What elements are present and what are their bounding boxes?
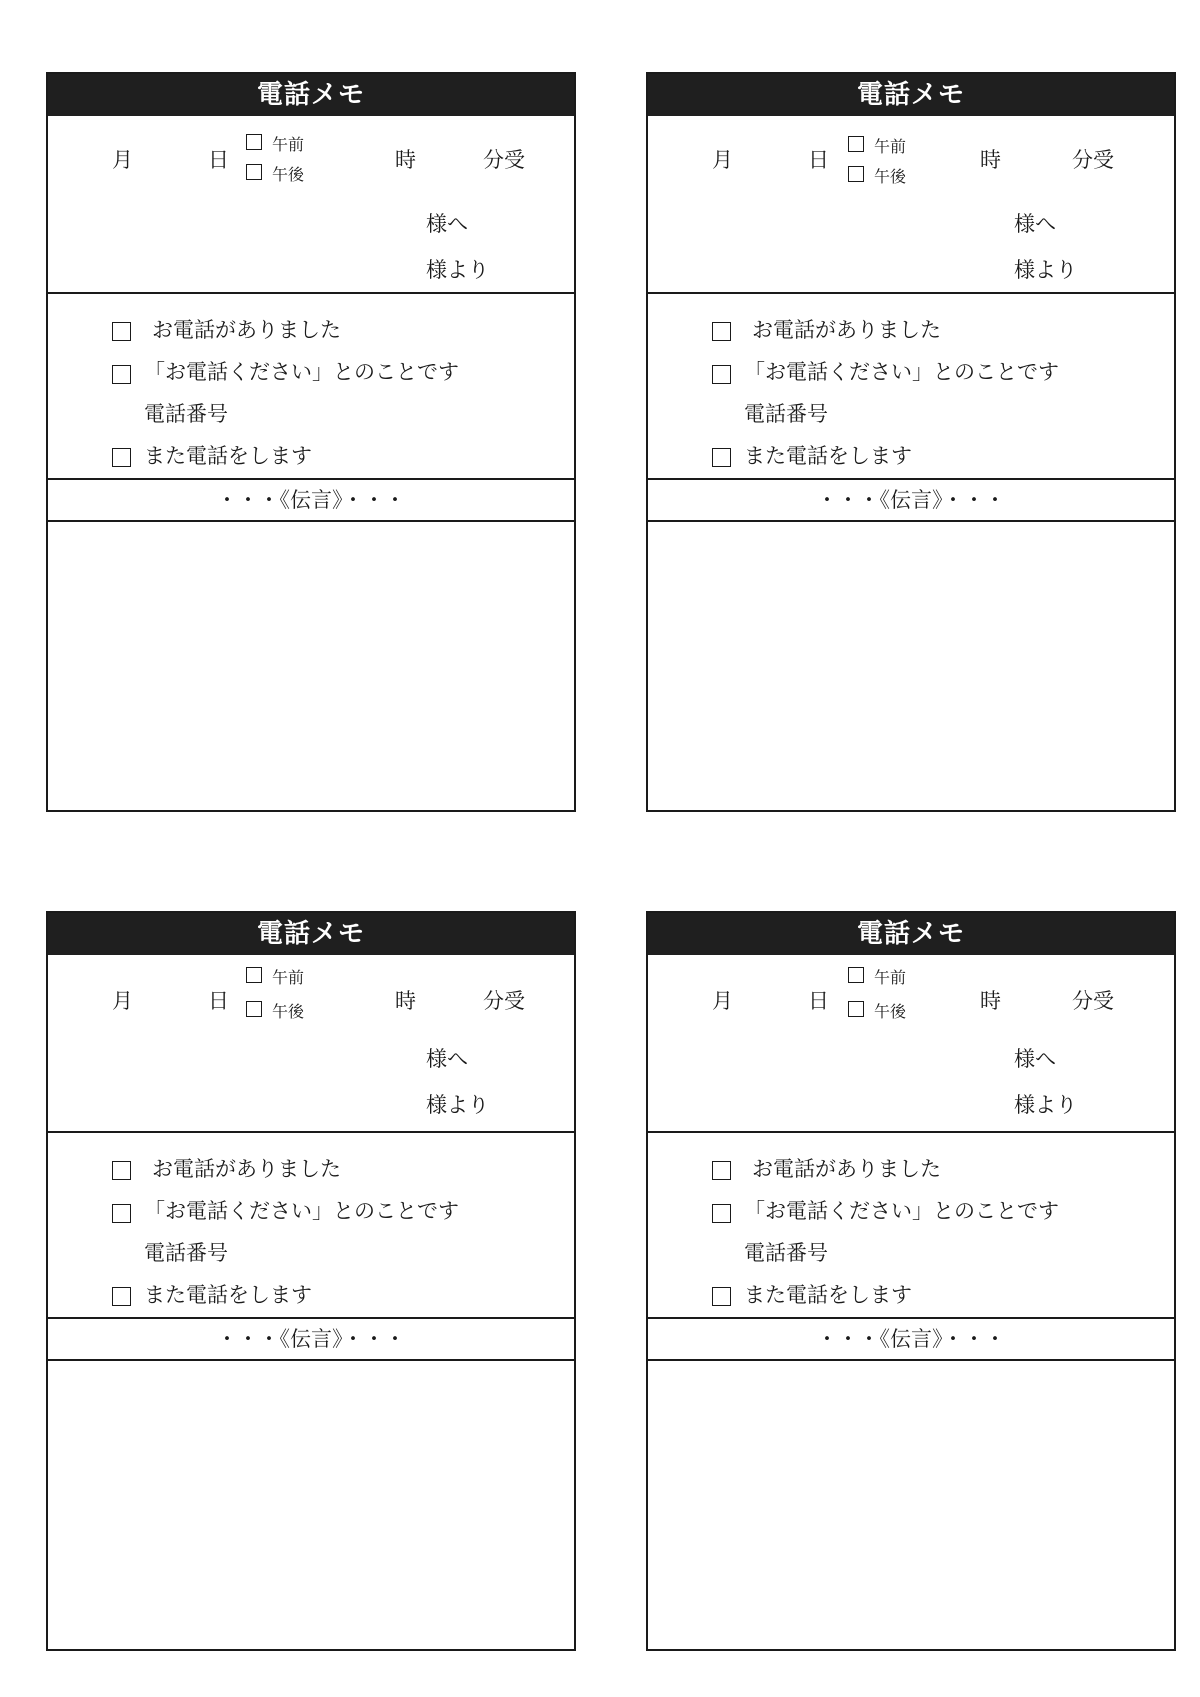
- am-label: 午前: [874, 137, 907, 156]
- month-label: 月: [712, 148, 733, 172]
- message-header: ・・・《伝言》・・・: [48, 480, 574, 522]
- pm-label: 午後: [272, 165, 305, 184]
- card-title: 電話メモ: [648, 74, 1174, 116]
- month-label: 月: [112, 989, 133, 1013]
- datetime-section: [48, 955, 574, 1133]
- to-label: 様へ: [1014, 212, 1056, 236]
- hour-label: 時: [980, 989, 1001, 1013]
- am-checkbox[interactable]: [848, 136, 864, 152]
- callback-checkbox[interactable]: [712, 365, 731, 384]
- card-title: 電話メモ: [48, 913, 574, 955]
- called-checkbox[interactable]: [112, 322, 131, 341]
- am-label: 午前: [874, 968, 907, 987]
- message-area[interactable]: [48, 522, 574, 812]
- pm-checkbox[interactable]: [848, 166, 864, 182]
- phone-number-label: 電話番号: [744, 1241, 828, 1265]
- pm-label: 午後: [874, 167, 907, 186]
- day-label: 日: [208, 989, 229, 1013]
- callback-label: 「お電話ください」とのことです: [144, 360, 459, 384]
- message-header: ・・・《伝言》・・・: [648, 480, 1174, 522]
- options-section: [48, 294, 574, 480]
- callback-checkbox[interactable]: [112, 1204, 131, 1223]
- will-call-label: また電話をします: [744, 444, 912, 468]
- minute-received-label: 分受: [483, 148, 525, 172]
- phone-memo-card: [646, 72, 1176, 812]
- month-label: 月: [112, 148, 133, 172]
- month-label: 月: [712, 989, 733, 1013]
- phone-memo-card: [46, 911, 576, 1651]
- callback-label: 「お電話ください」とのことです: [144, 1199, 459, 1223]
- will-call-label: また電話をします: [744, 1283, 912, 1307]
- pm-label: 午後: [874, 1002, 907, 1021]
- pm-checkbox[interactable]: [246, 1001, 262, 1017]
- pm-label: 午後: [272, 1002, 305, 1021]
- phone-number-label: 電話番号: [144, 402, 228, 426]
- called-label: お電話がありました: [752, 1157, 941, 1181]
- card-title: 電話メモ: [648, 913, 1174, 955]
- callback-checkbox[interactable]: [712, 1204, 731, 1223]
- hour-label: 時: [980, 148, 1001, 172]
- minute-received-label: 分受: [483, 989, 525, 1013]
- datetime-section: [648, 116, 1174, 294]
- called-label: お電話がありました: [152, 318, 341, 342]
- hour-label: 時: [395, 989, 416, 1013]
- will-call-checkbox[interactable]: [712, 448, 731, 467]
- called-checkbox[interactable]: [712, 322, 731, 341]
- called-checkbox[interactable]: [712, 1161, 731, 1180]
- will-call-checkbox[interactable]: [712, 1287, 731, 1306]
- am-label: 午前: [272, 968, 305, 987]
- pm-checkbox[interactable]: [848, 1001, 864, 1017]
- day-label: 日: [808, 989, 829, 1013]
- am-label: 午前: [272, 135, 305, 154]
- datetime-section: [48, 116, 574, 294]
- day-label: 日: [208, 148, 229, 172]
- callback-checkbox[interactable]: [112, 365, 131, 384]
- to-label: 様へ: [426, 212, 468, 236]
- am-checkbox[interactable]: [246, 967, 262, 983]
- from-label: 様より: [1014, 1093, 1077, 1117]
- day-label: 日: [808, 148, 829, 172]
- from-label: 様より: [1014, 258, 1077, 282]
- to-label: 様へ: [1014, 1047, 1056, 1071]
- phone-memo-card: [46, 72, 576, 812]
- to-label: 様へ: [426, 1047, 468, 1071]
- from-label: 様より: [426, 258, 489, 282]
- options-section: [648, 1133, 1174, 1319]
- minute-received-label: 分受: [1072, 989, 1114, 1013]
- datetime-section: [648, 955, 1174, 1133]
- from-label: 様より: [426, 1093, 489, 1117]
- card-title: 電話メモ: [48, 74, 574, 116]
- will-call-checkbox[interactable]: [112, 1287, 131, 1306]
- called-label: お電話がありました: [752, 318, 941, 342]
- hour-label: 時: [395, 148, 416, 172]
- will-call-checkbox[interactable]: [112, 448, 131, 467]
- options-section: [48, 1133, 574, 1319]
- phone-number-label: 電話番号: [144, 1241, 228, 1265]
- called-checkbox[interactable]: [112, 1161, 131, 1180]
- minute-received-label: 分受: [1072, 148, 1114, 172]
- am-checkbox[interactable]: [246, 134, 262, 150]
- options-section: [648, 294, 1174, 480]
- pm-checkbox[interactable]: [246, 164, 262, 180]
- callback-label: 「お電話ください」とのことです: [744, 1199, 1059, 1223]
- am-checkbox[interactable]: [848, 967, 864, 983]
- message-area[interactable]: [648, 1361, 1174, 1651]
- message-area[interactable]: [648, 522, 1174, 812]
- called-label: お電話がありました: [152, 1157, 341, 1181]
- callback-label: 「お電話ください」とのことです: [744, 360, 1059, 384]
- phone-memo-card: [646, 911, 1176, 1651]
- message-area[interactable]: [48, 1361, 574, 1651]
- will-call-label: また電話をします: [144, 444, 312, 468]
- will-call-label: また電話をします: [144, 1283, 312, 1307]
- message-header: ・・・《伝言》・・・: [48, 1319, 574, 1361]
- message-header: ・・・《伝言》・・・: [648, 1319, 1174, 1361]
- phone-number-label: 電話番号: [744, 402, 828, 426]
